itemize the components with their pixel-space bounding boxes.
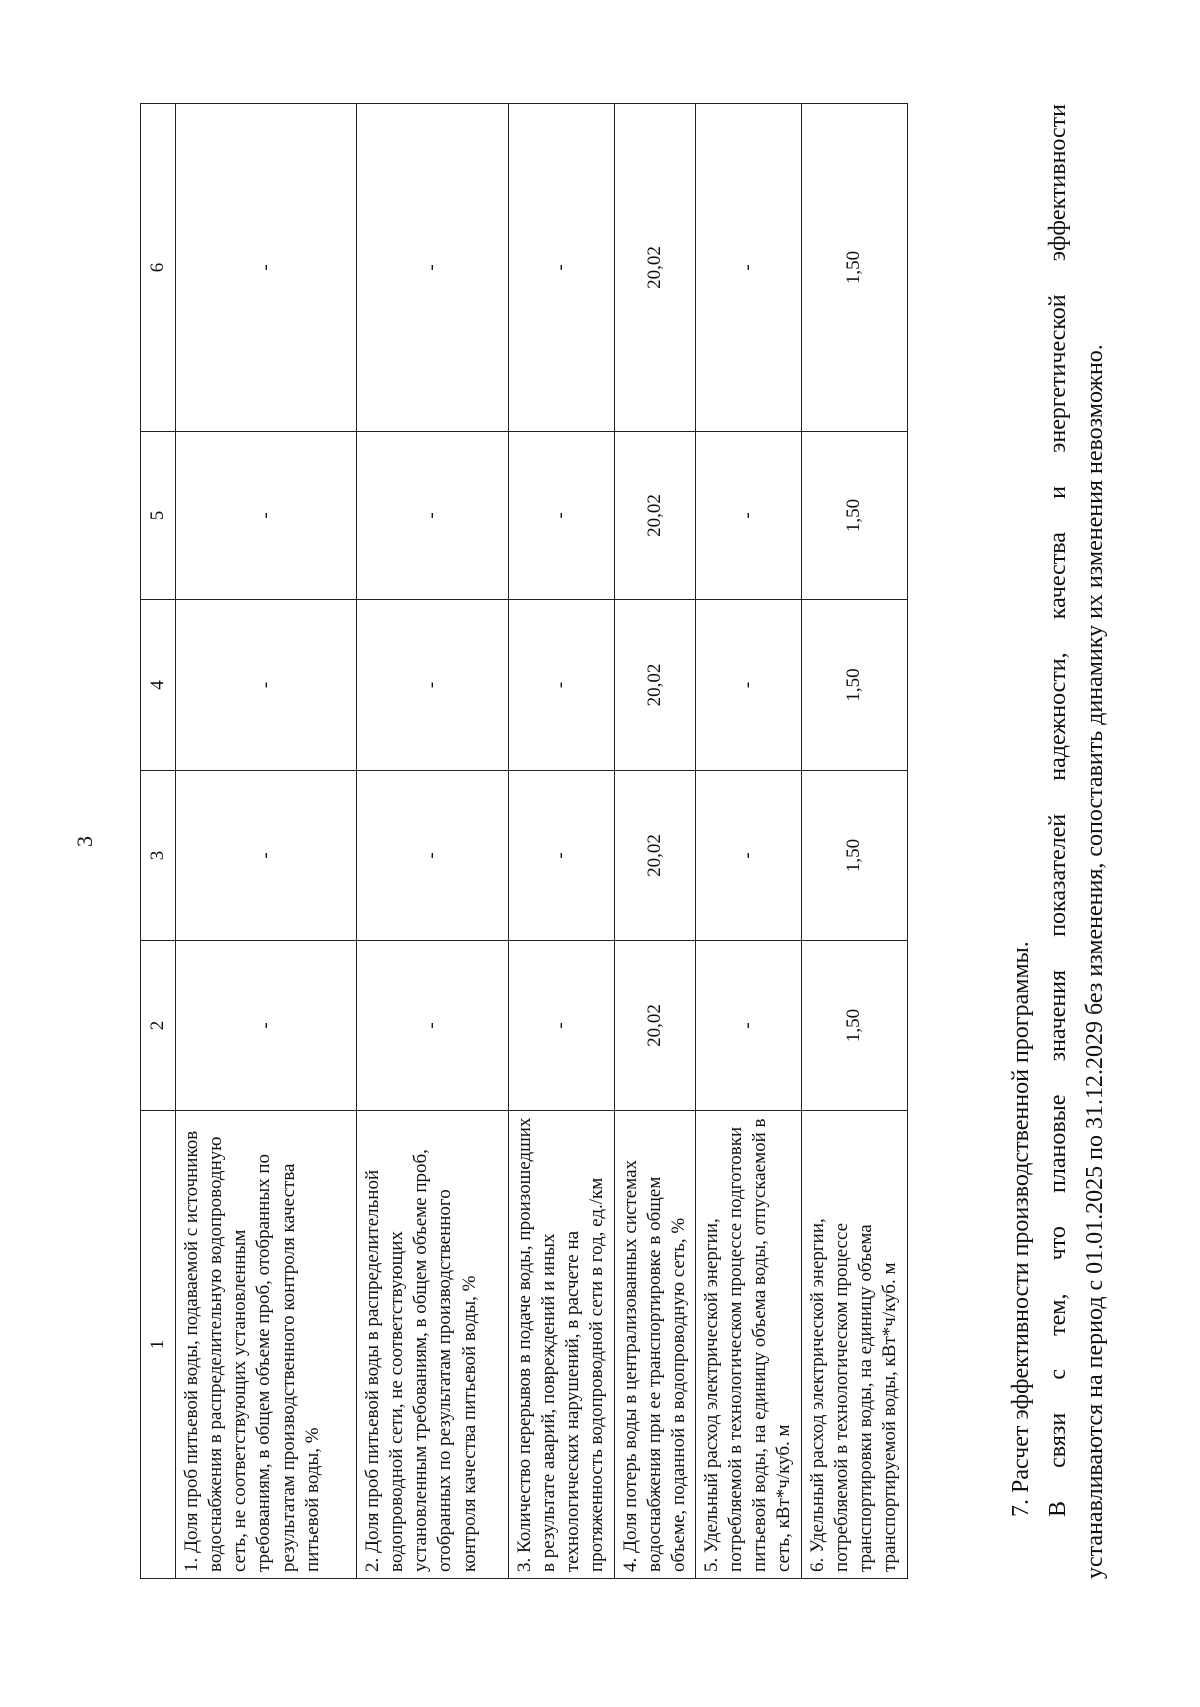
paragraph-line: В связи с тем, что плановые значения показателей надежности, качества и энергетической эффективности bbox=[1045, 104, 1071, 1517]
table-cell: - bbox=[176, 432, 357, 600]
table-cell: - bbox=[695, 771, 801, 941]
table-cell: 20,02 bbox=[614, 432, 695, 600]
table-cell: 1,50 bbox=[801, 941, 907, 1111]
table-cell: 1,50 bbox=[801, 104, 907, 432]
table-cell: 1,50 bbox=[801, 771, 907, 941]
table-row bbox=[176, 104, 357, 1579]
table-cell: - bbox=[357, 432, 509, 600]
table-cell: - bbox=[509, 771, 615, 941]
table-cell: - bbox=[695, 104, 801, 432]
table-row bbox=[509, 104, 615, 1579]
column-header: 4 bbox=[141, 600, 176, 771]
table-cell: - bbox=[176, 600, 357, 771]
table-row bbox=[357, 104, 509, 1579]
indicator-label: 6. Удельный расход электрической энергии, потребляемой в технологическом процессе транспортировки воды, на единицу объема транспортируемой воды, кВт*ч/куб. м bbox=[801, 1111, 907, 1579]
table-cell: - bbox=[509, 432, 615, 600]
table-cell: 20,02 bbox=[614, 941, 695, 1111]
table-row bbox=[695, 104, 801, 1579]
table-cell: - bbox=[509, 104, 615, 432]
table-cell: 1,50 bbox=[801, 600, 907, 771]
table-cell: - bbox=[176, 104, 357, 432]
table-cell: - bbox=[176, 941, 357, 1111]
indicator-label: 3. Количество перерывов в подаче воды, произошедших в результате аварий, повреждений и иных технологических нарушений, в расчете на протяженность водопроводной сети в год, ед./км bbox=[509, 1111, 615, 1579]
table-cell: - bbox=[695, 600, 801, 771]
table-cell: - bbox=[176, 771, 357, 941]
column-header: 3 bbox=[141, 771, 176, 941]
table-cell: - bbox=[357, 941, 509, 1111]
column-header: 2 bbox=[141, 941, 176, 1111]
efficiency-paragraph bbox=[1040, 104, 1114, 1579]
table-header-row bbox=[141, 104, 176, 1579]
indicator-label: 1. Доля проб питьевой воды, подаваемой с источников водоснабжения в распределительную водопроводную сеть, не соответствующих установленным требованиям, в общем объеме проб, отобранных по результатам производственного контроля качества питьевой воды, % bbox=[176, 1111, 357, 1579]
table-cell: 20,02 bbox=[614, 771, 695, 941]
table-cell: - bbox=[695, 941, 801, 1111]
table-cell: 20,02 bbox=[614, 104, 695, 432]
table-row bbox=[614, 104, 695, 1579]
table-cell: 20,02 bbox=[614, 600, 695, 771]
column-header: 1 bbox=[141, 1111, 176, 1579]
page-number: 3 bbox=[72, 836, 97, 847]
table-cell: - bbox=[509, 600, 615, 771]
table-cell: - bbox=[357, 771, 509, 941]
table-row bbox=[801, 104, 907, 1579]
indicators-table bbox=[140, 103, 908, 1579]
section-title: 7. Расчет эффективности производственной программы. bbox=[1008, 941, 1034, 1517]
table-cell: 1,50 bbox=[801, 432, 907, 600]
table-cell: - bbox=[695, 432, 801, 600]
indicator-label: 2. Доля проб питьевой воды в распределительной водопроводной сети, не соответствующих установленным требованиям, в общем объеме проб, отобранных по результатам производственного контроля качества питьевой воды, % bbox=[357, 1111, 509, 1579]
table-cell: - bbox=[357, 600, 509, 771]
table-cell: - bbox=[357, 104, 509, 432]
indicator-label: 5. Удельный расход электрической энергии, потребляемой в технологическом процессе подготовки питьевой воды, на единицу объема воды, отпускаемой в сеть, кВт*ч/куб. м bbox=[695, 1111, 801, 1579]
paragraph-line: устанавливаются на период с 01.01.2025 по 31.12.2029 без изменения, сопоставить динамику их изменения невозможно. bbox=[1082, 344, 1108, 1579]
table-cell: - bbox=[509, 941, 615, 1111]
column-header: 5 bbox=[141, 432, 176, 600]
indicator-label: 4. Доля потерь воды в централизованных системах водоснабжения при ее транспортировке в общем объеме, поданной в водопроводную сеть, % bbox=[614, 1111, 695, 1579]
column-header: 6 bbox=[141, 104, 176, 432]
